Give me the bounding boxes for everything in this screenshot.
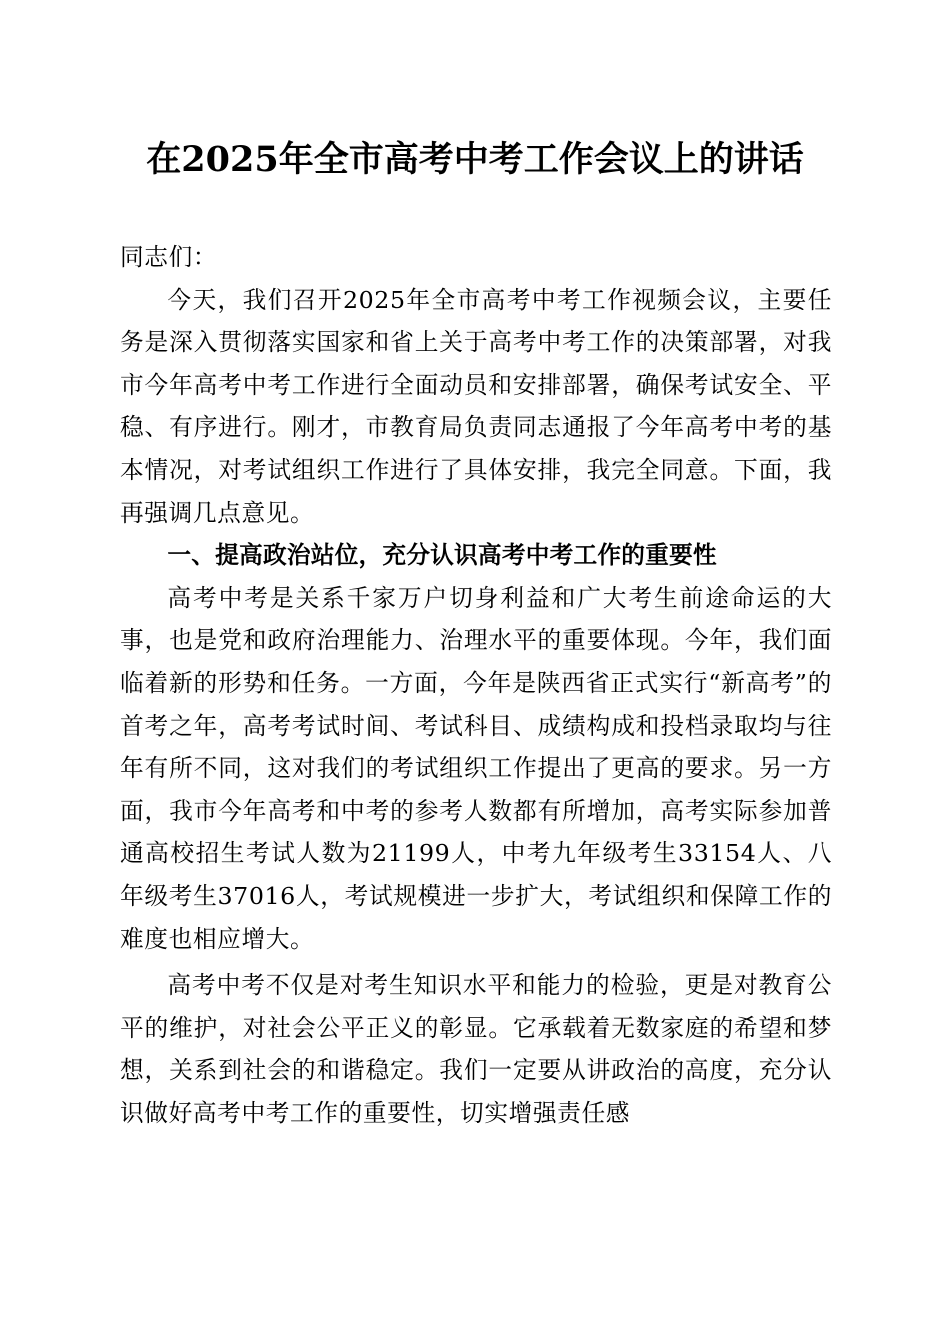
- paragraph-significance: 高考中考不仅是对考生知识水平和能力的检验，更是对教育公平的维护，对社会公平正义的彰显。它承载着无数家庭的希望和梦想，关系到社会的和谐稳定。我们一定要从讲政治的高度，充分认识做好高考中考工作的重要性，切实增强责任感: [120, 971, 832, 1127]
- document-title: 在2025年全市高考中考工作会议上的讲话: [146, 139, 804, 180]
- section-heading-1: 一、提高政治站位，充分认识高考中考工作的重要性: [167, 541, 717, 570]
- salutation: 同志们：: [120, 243, 218, 271]
- paragraph-situation: 高考中考是关系千家万户切身利益和广大考生前途命运的大事，也是党和政府治理能力、治理水平的重要体现。今年，我们面临着新的形势和任务。一方面，今年是陕西省正式实行“新高考”的首考之年，高考考试时间、考试科目、成绩构成和投档录取均与往年有所不同，这对我们的考试组织工作提出了更高的要求。另一方面，我市今年高考和中考的参考人数都有所增加，高考实际参加普通高校招生考试人数为21199人，中考九年级考生33154人、八年级考生37016人，考试规模进一步扩大，考试组织和保障工作的难度也相应增大。: [120, 583, 832, 953]
- paragraph-opening: 今天，我们召开2025年全市高考中考工作视频会议，主要任务是深入贯彻落实国家和省上关于高考中考工作的决策部署，对我市今年高考中考工作进行全面动员和安排部署，确保考试安全、平稳、有序进行。刚才，市教育局负责同志通报了今年高考中考的基本情况，对考试组织工作进行了具体安排，我完全同意。下面，我再强调几点意见。: [120, 285, 832, 527]
- document-body: [120, 236, 832, 1134]
